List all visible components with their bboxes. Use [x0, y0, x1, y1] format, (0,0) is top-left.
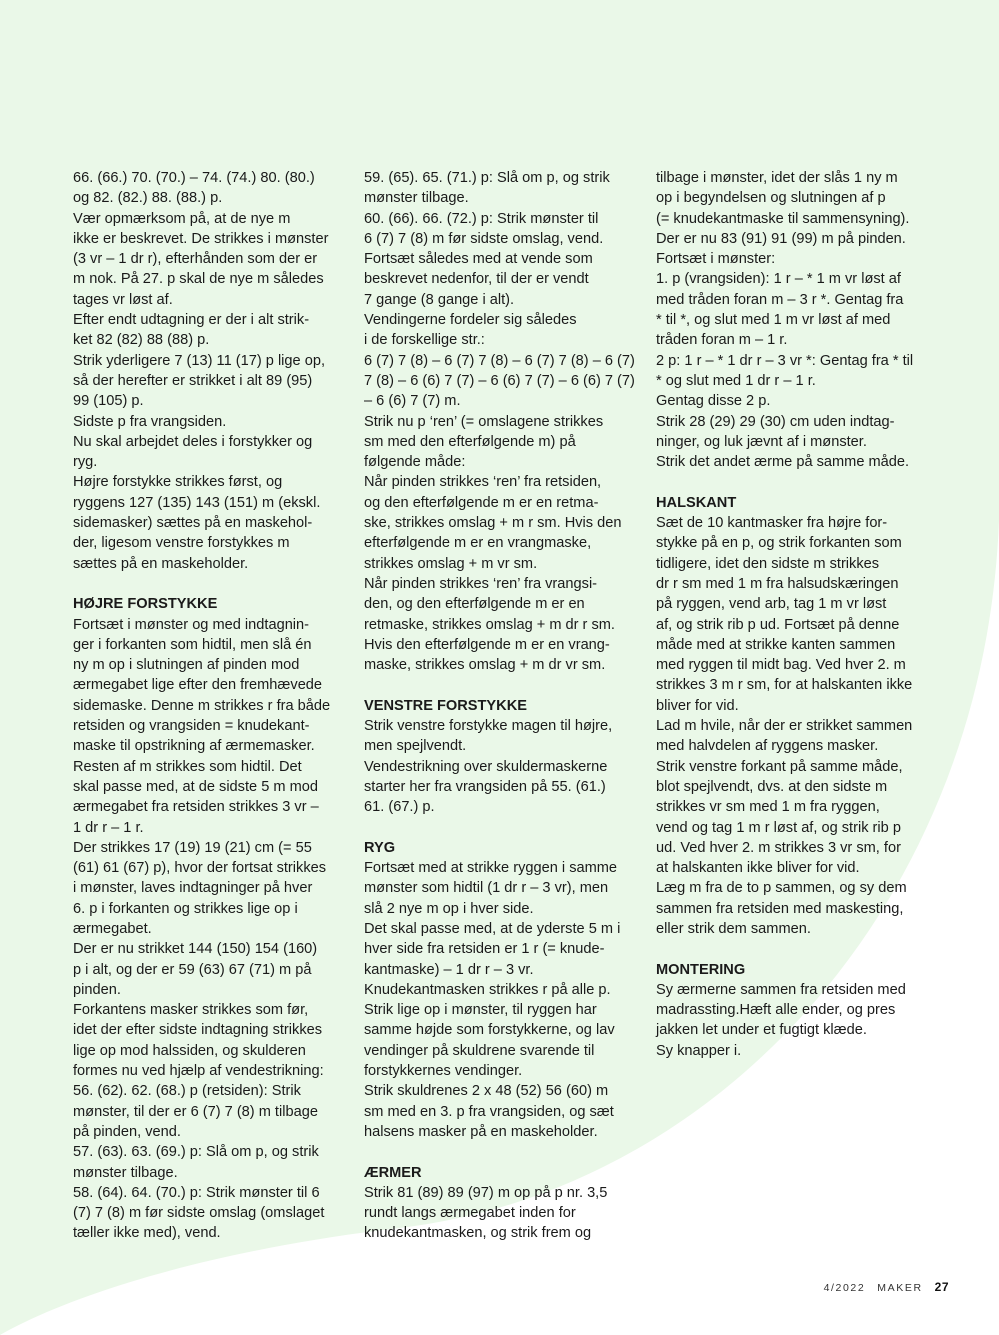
- text-line: 7 (8) – 6 (6) 7 (7) – 6 (6) 7 (7) – 6 (6) 7 (7): [364, 372, 635, 389]
- text-line: strikkes 3 m r sm, for at halskanten ikke: [656, 677, 913, 694]
- text-line: Fortsæt i mønster:: [656, 251, 776, 268]
- text-line: slå 2 nye m op i hver side.: [364, 900, 534, 917]
- text-line: Fortsæt i mønster og med indtagnin-: [73, 616, 310, 633]
- text-line: Det skal passe med, at de yderste 5 m i: [364, 920, 621, 937]
- text-line: Strik skuldrenes 2 x 48 (52) 56 (60) m: [364, 1083, 609, 1100]
- text-line: vend og tag 1 m r løst af, og strik rib p: [656, 819, 901, 836]
- text-line: Når pinden strikkes ‘ren’ fra retsiden,: [364, 474, 602, 491]
- magazine-name: MAKER: [877, 1282, 923, 1294]
- text-line: sammen fra retsiden med maskesting,: [656, 900, 904, 917]
- text-column-1: [73, 168, 351, 1244]
- text-line: formes nu ved hjælp af vendestrikning:: [73, 1063, 324, 1080]
- text-line: 60. (66). 66. (72.) p: Strik mønster til: [364, 210, 599, 227]
- text-line: sm med den efterfølgende m) på: [364, 433, 576, 450]
- text-line: 6. p i forkanten og strikkes lige op i: [73, 900, 298, 917]
- text-line: 61. (67.) p.: [364, 799, 435, 816]
- text-line: knudekantmasken, og strik frem og: [364, 1225, 592, 1242]
- text-line: strikkes vr sm med 1 m fra ryggen,: [656, 799, 880, 816]
- text-line: Sæt de 10 kantmasker fra højre for-: [656, 515, 888, 532]
- text-line: sidemaske. Denne m strikkes r fra både: [73, 697, 331, 714]
- text-line: dr r sm med 1 m fra halsudskæringen: [656, 575, 899, 592]
- text-line: Strik nu p ‘ren’ (= omslagene strikkes: [364, 413, 604, 430]
- text-line: 1. p (vrangsiden): 1 r – * 1 m vr løst af: [656, 271, 901, 288]
- text-line: i de forskellige str.:: [364, 332, 485, 349]
- text-line: så der herefter er strikket i alt 89 (95): [73, 372, 313, 389]
- text-line: 57. (63). 63. (69.) p: Slå om p, og strik: [73, 1144, 319, 1161]
- page-footer: [824, 1280, 949, 1294]
- text-line: 58. (64). 64. (70.) p: Strik mønster til 6: [73, 1184, 320, 1201]
- text-line: Strik 28 (29) 29 (30) cm uden indtag-: [656, 413, 895, 430]
- text-line: sm med en 3. p fra vrangsiden, og sæt: [364, 1103, 614, 1120]
- text-line: 66. (66.) 70. (70.) – 74. (74.) 80. (80.): [73, 170, 315, 186]
- text-line: rundt langs ærmegabet inden for: [364, 1205, 576, 1222]
- paragraph-gap: [656, 472, 936, 492]
- text-line: blot spejlvendt, dvs. at den sidste m: [656, 778, 888, 795]
- text-line: der, ligesom venstre forstykkes m: [73, 535, 290, 552]
- text-line: Vendingerne fordeler sig således: [364, 312, 577, 329]
- text-line: mønster tilbage.: [364, 190, 469, 207]
- text-line: ger i forkanten som hidtil, men slå én: [73, 636, 312, 653]
- text-line: retsiden og vrangsiden = knudekant-: [73, 718, 310, 735]
- text-line: ryg.: [73, 454, 98, 471]
- text-line: og 82. (82.) 88. (88.) p.: [73, 190, 223, 207]
- text-line: tilbage i mønster, idet der slås 1 ny m: [656, 170, 898, 186]
- text-line: skal passe med, at de sidste 5 m mod: [73, 778, 318, 795]
- section-heading: RYG: [364, 839, 396, 856]
- text-line: 7 gange (8 gange i alt).: [364, 291, 515, 308]
- text-line: men spejlvendt.: [364, 738, 467, 755]
- text-line: Strik 81 (89) 89 (97) m op på p nr. 3,5: [364, 1184, 608, 1201]
- text-line: * og slut med 1 dr r – 1 r.: [656, 372, 816, 389]
- text-line: af, og strik rib p ud. Fortsæt på denne: [656, 616, 900, 633]
- text-line: strikkes omslag + m vr sm.: [364, 555, 538, 572]
- text-line: på ryggen, vend arb, tag 1 m vr løst: [656, 596, 887, 613]
- text-line: ket 82 (82) 88 (88) p.: [73, 332, 210, 349]
- text-line: Sy knapper i.: [656, 1042, 742, 1059]
- text-line: ny m op i slutningen af pinden mod: [73, 657, 300, 674]
- text-line: ninger, og luk jævnt af i mønster.: [656, 433, 867, 450]
- text-line: tages vr løst af.: [73, 291, 173, 308]
- text-line: ske, strikkes omslag + m r sm. Hvis den: [364, 515, 622, 532]
- text-line: følgende måde:: [364, 454, 466, 471]
- text-line: ud. Ved hver 2. m strikkes 3 vr sm, for: [656, 839, 901, 856]
- text-line: 2 p: 1 r – * 1 dr r – 3 vr *: Gentag fra * til: [656, 352, 914, 369]
- text-line: Forkantens masker strikkes som før,: [73, 1002, 309, 1019]
- text-line: Læg m fra de to p sammen, og sy dem: [656, 880, 907, 897]
- text-line: beskrevet nedenfor, til der er vendt: [364, 271, 589, 288]
- text-line: tæller ikke med), vend.: [73, 1225, 221, 1242]
- text-line: Vær opmærksom på, at de nye m: [73, 210, 291, 227]
- text-line: idet der efter sidste indtagning strikkes: [73, 1022, 323, 1039]
- text-line: med tråden foran m – 3 r *. Gentag fra: [656, 291, 904, 308]
- text-line: m nok. På 27. p skal de nye m således: [73, 271, 324, 288]
- section-heading: HØJRE FORSTYKKE: [73, 596, 218, 613]
- text-line: starter her fra vrangsiden på 55. (61.): [364, 778, 606, 795]
- text-line: ryggens 127 (135) 143 (151) m (ekskl.: [73, 494, 321, 511]
- text-line: sidemasker) sættes på en maskehol-: [73, 515, 313, 532]
- text-line: Vendestrikning over skuldermaskerne: [364, 758, 608, 775]
- text-line: tråden foran m – 1 r.: [656, 332, 788, 349]
- text-line: med halvdelen af ryggens masker.: [656, 738, 879, 755]
- text-line: Nu skal arbejdet deles i forstykker og: [73, 433, 313, 450]
- text-line: ærmegabet fra retsiden strikkes 3 vr –: [73, 799, 319, 816]
- text-line: retmaske, strikkes omslag + m dr r sm.: [364, 616, 615, 633]
- text-line: op i begyndelsen og slutningen af p: [656, 190, 886, 207]
- text-line: vendinger på skuldrene svarende til: [364, 1042, 595, 1059]
- text-line: 99 (105) p.: [73, 393, 144, 410]
- text-line: Der strikkes 17 (19) 19 (21) cm (= 55: [73, 839, 312, 856]
- text-line: stykke på en p, og strik forkanten som: [656, 535, 902, 552]
- text-line: hver side fra retsiden er 1 r (= knude-: [364, 941, 605, 958]
- text-line: (3 vr – 1 dr r), efterhånden som der er: [73, 251, 318, 268]
- text-line: Lad m hvile, når der er strikket sammen: [656, 718, 913, 735]
- text-line: eller strik dem sammen.: [656, 920, 811, 937]
- text-line: efterfølgende m er en vrangmaske,: [364, 535, 592, 552]
- text-line: tidligere, idet den sidste m strikkes: [656, 555, 880, 572]
- paragraph-gap: [656, 939, 936, 959]
- text-line: madrassting.Hæft alle ender, og pres: [656, 1002, 896, 1019]
- text-line: 1 dr r – 1 r.: [73, 819, 144, 836]
- text-line: Der er nu 83 (91) 91 (99) m på pinden.: [656, 230, 906, 247]
- text-line: lige op mod halssiden, og skulderen: [73, 1042, 306, 1059]
- text-column-3: [656, 168, 936, 1061]
- text-line: Når pinden strikkes ‘ren’ fra vrangsi-: [364, 575, 598, 592]
- text-line: Strik venstre forkant på samme måde,: [656, 758, 903, 775]
- text-line: Hvis den efterfølgende m er en vrang-: [364, 636, 610, 653]
- text-line: og den efterfølgende m er en retma-: [364, 494, 599, 511]
- text-line: pinden.: [73, 981, 121, 998]
- text-line: bliver for vid.: [656, 697, 739, 714]
- text-line: at halskanten ikke bliver for vid.: [656, 860, 860, 877]
- paragraph-gap: [364, 675, 642, 695]
- text-line: maske, strikkes omslag + m dr vr sm.: [364, 657, 606, 674]
- text-line: (61) 61 (67) p), hvor der fortsat strikkes: [73, 860, 327, 877]
- text-line: mønster, til der er 6 (7) 7 (8) m tilbage: [73, 1103, 318, 1120]
- section-heading: HALSKANT: [656, 494, 737, 511]
- text-line: Strik lige op i mønster, til ryggen har: [364, 1002, 597, 1019]
- text-line: ærmegabet.: [73, 920, 152, 937]
- text-line: Knudekantmasken strikkes r på alle p.: [364, 981, 611, 998]
- text-line: halsens masker på en maskeholder.: [364, 1123, 598, 1140]
- text-line: kantmaske) – 1 dr r – 3 vr.: [364, 961, 534, 978]
- text-line: 6 (7) 7 (8) – 6 (7) 7 (8) – 6 (7) 7 (8) – 6 (7): [364, 352, 635, 369]
- text-line: mønster tilbage.: [73, 1164, 178, 1181]
- text-line: (= knudekantmaske til sammensyning).: [656, 210, 910, 227]
- text-line: på pinden, vend.: [73, 1123, 181, 1140]
- text-line: Højre forstykke strikkes først, og: [73, 474, 283, 491]
- paragraph-gap: [73, 574, 351, 594]
- section-heading: ÆRMER: [364, 1164, 422, 1181]
- text-line: ærmegabet lige efter den fremhævede: [73, 677, 323, 694]
- text-line: Resten af m strikkes som hidtil. Det: [73, 758, 302, 775]
- text-line: maske til opstrikning af ærmemasker.: [73, 738, 315, 755]
- text-line: ikke er beskrevet. De strikkes i mønster: [73, 230, 329, 247]
- text-line: mønster som hidtil (1 dr r – 3 vr), men: [364, 880, 609, 897]
- text-line: forstykkernes vendinger.: [364, 1063, 523, 1080]
- text-line: Strik det andet ærme på samme måde.: [656, 454, 910, 471]
- text-line: i mønster, laves indtagninger på hver: [73, 880, 313, 897]
- text-line: 6 (7) 7 (8) m før sidste omslag, vend.: [364, 230, 604, 247]
- text-line: 56. (62). 62. (68.) p (retsiden): Strik: [73, 1083, 301, 1100]
- text-line: Sy ærmerne sammen fra retsiden med: [656, 981, 906, 998]
- text-line: jakken let under et fugtigt klæde.: [656, 1022, 867, 1039]
- text-line: * til *, og slut med 1 m vr løst af med: [656, 312, 891, 329]
- text-line: Sidste p fra vrangsiden.: [73, 413, 227, 430]
- text-line: Efter endt udtagning er der i alt strik-: [73, 312, 310, 329]
- text-line: – 6 (6) 7 (7) m.: [364, 393, 461, 410]
- paragraph-gap: [364, 818, 642, 838]
- text-line: Gentag disse 2 p.: [656, 393, 771, 410]
- text-column-2: [364, 168, 642, 1244]
- section-heading: MONTERING: [656, 961, 746, 978]
- text-line: Strik yderligere 7 (13) 11 (17) p lige op,: [73, 352, 325, 369]
- text-line: p i alt, og der er 59 (63) 67 (71) m på: [73, 961, 312, 978]
- section-heading: VENSTRE FORSTYKKE: [364, 697, 527, 714]
- issue-number: 4/2022: [823, 1282, 866, 1294]
- page-number: 27: [934, 1280, 949, 1294]
- text-line: måde med at strikke kanten sammen: [656, 636, 896, 653]
- text-line: samme højde som forstykkerne, og lav: [364, 1022, 615, 1039]
- text-line: Fortsæt således med at vende som: [364, 251, 593, 268]
- text-line: Der er nu strikket 144 (150) 154 (160): [73, 941, 318, 958]
- text-line: Fortsæt med at strikke ryggen i samme: [364, 860, 618, 877]
- text-line: med ryggen til midt bag. Ved hver 2. m: [656, 657, 906, 674]
- text-line: 59. (65). 65. (71.) p: Slå om p, og strik: [364, 170, 610, 186]
- text-line: sættes på en maskeholder.: [73, 555, 249, 572]
- text-line: (7) 7 (8) m før sidste omslag (omslaget: [73, 1205, 325, 1222]
- text-line: Strik venstre forstykke magen til højre,: [364, 718, 613, 735]
- text-line: den, og den efterfølgende m er en: [364, 596, 585, 613]
- paragraph-gap: [364, 1142, 642, 1162]
